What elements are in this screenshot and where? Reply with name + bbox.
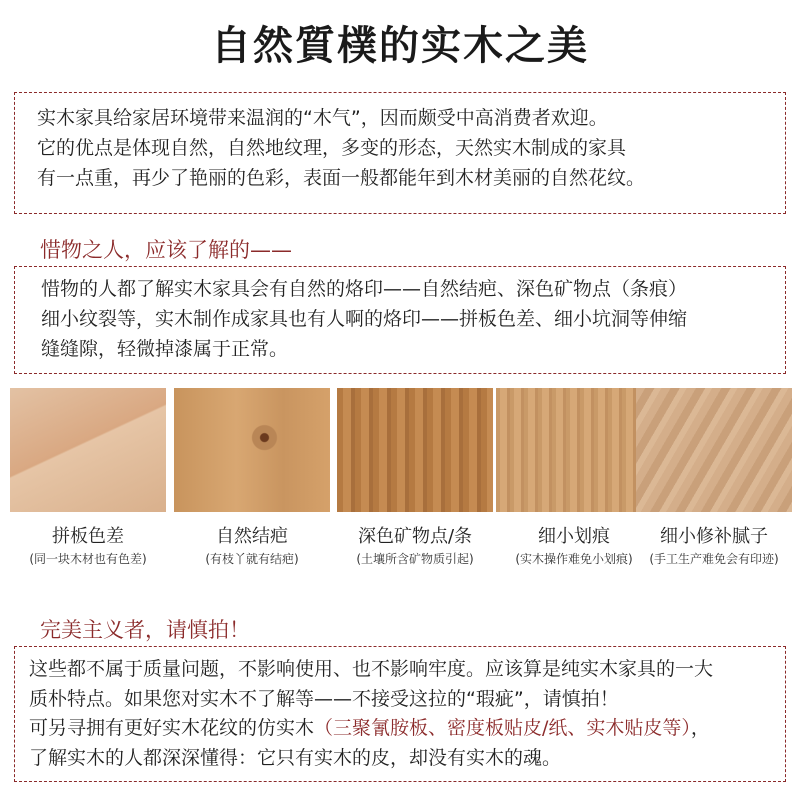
section2-line: 质朴特点。如果您对实木不了解等——不接受这拉的“瑕疵”，请慎拍！ (29, 687, 619, 710)
sample-label: 自然结疤 (216, 526, 288, 547)
section1-line: 缝缝隙，轻微掉漆属于正常。 (41, 338, 289, 360)
sample-caption: (有枝丫就有结疤) (205, 552, 299, 566)
section1-line: 惜物的人都了解实木家具会有自然的烙印——自然结疤、深色矿物点（条痕） (41, 278, 688, 300)
sample-label: 细小修补腻子 (660, 526, 768, 547)
page-title: 自然質樸的实木之美 (211, 23, 589, 69)
section2-heading: 完美主义者，请慎拍！ (40, 618, 250, 642)
intro-line: 实木家具给家居环境带来温润的“木气”，因而颇受中高消费者欢迎。 (37, 107, 608, 129)
sample-caption: (同一块木材也有色差) (29, 552, 147, 566)
wood-swatch-image (10, 388, 166, 512)
sample-putty-repair (636, 388, 792, 566)
sample-color-difference (10, 388, 166, 566)
section1-box (14, 266, 786, 374)
wood-samples (0, 388, 800, 568)
wood-swatch-image (496, 388, 652, 512)
sample-caption: (土壤所含矿物质引起) (356, 552, 474, 566)
section2-highlight: （三聚氰胺板、密度板贴皮/纸、实木贴皮等） (314, 717, 691, 739)
section2-box (14, 646, 786, 782)
sample-caption: (实木操作难免小划痕) (515, 552, 633, 566)
section2-line3-suffix: ， (690, 717, 710, 739)
sample-knot (174, 388, 330, 566)
sample-caption: (手工生产难免会有印迹) (649, 552, 779, 566)
sample-scratch (496, 388, 652, 566)
wood-swatch-image (337, 388, 493, 512)
section2-line3-prefix: 可另寻拥有更好实木花纹的仿实木 (29, 717, 315, 739)
sample-label: 细小划痕 (538, 526, 610, 547)
section2-line: 了解实木的人都深深懂得：它只有实木的皮，却没有实木的魂。 (29, 746, 562, 769)
intro-line: 有一点重，再少了艳丽的色彩，表面一般都能年到木材美丽的自然花纹。 (37, 167, 646, 189)
section1-line: 细小纹裂等，实木制作成家具也有人啊的烙印——拼板色差、细小坑洞等伸缩 (41, 308, 688, 330)
intro-line: 它的优点是体现自然，自然地纹理，多变的形态，天然实木制成的家具 (37, 137, 627, 159)
wood-swatch-image (636, 388, 792, 512)
section2-line (29, 714, 785, 744)
section2-line: 这些都不属于质量问题，不影响使用、也不影响牢度。应该算是纯实木家具的一大 (29, 658, 714, 680)
sample-mineral-streak (337, 388, 493, 566)
sample-label: 深色矿物点/条 (357, 526, 473, 547)
sample-label: 拼板色差 (52, 526, 124, 547)
section1-heading: 惜物之人，应该了解的—— (40, 238, 292, 262)
intro-box (14, 92, 786, 214)
wood-swatch-image (174, 388, 330, 512)
